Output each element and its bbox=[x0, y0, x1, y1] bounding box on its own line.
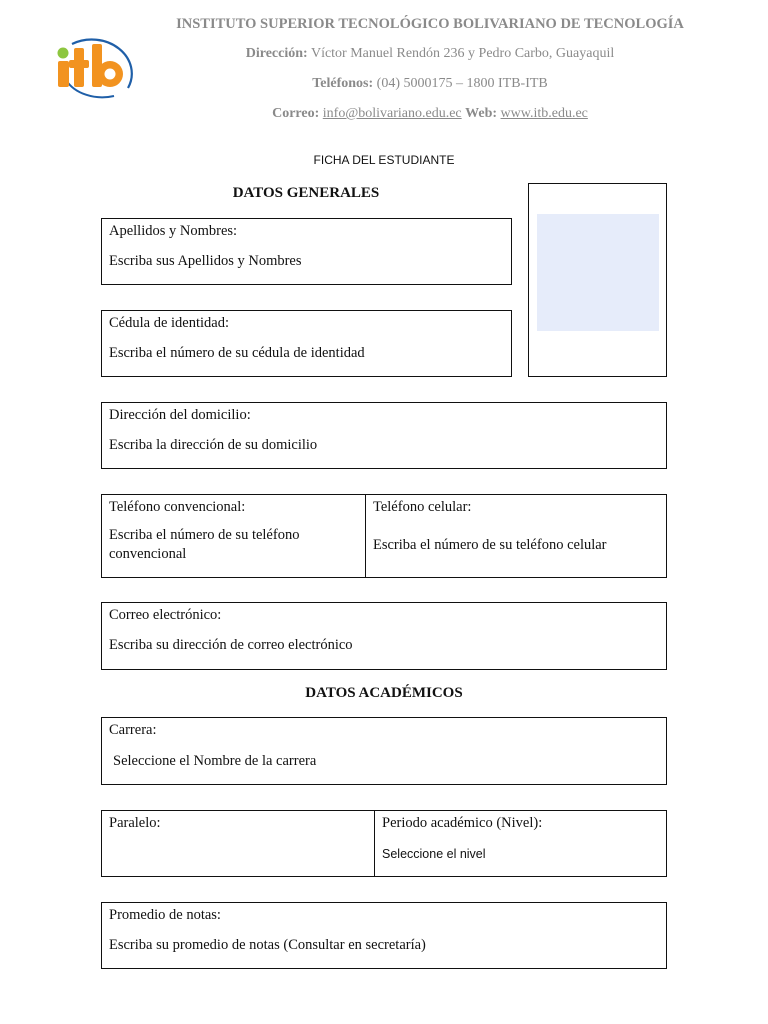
career-label: Carrera: bbox=[109, 722, 157, 738]
id-card-label: Cédula de identidad: bbox=[109, 315, 229, 331]
photo-box[interactable] bbox=[528, 183, 667, 377]
landline-input[interactable]: Escriba el número de su teléfono convencional bbox=[109, 527, 300, 562]
mobile-input[interactable]: Escriba el número de su teléfono celular bbox=[373, 537, 607, 553]
names-field[interactable] bbox=[101, 218, 512, 285]
period-select[interactable]: Seleccione el nivel bbox=[382, 847, 486, 861]
parallel-period-row bbox=[101, 810, 667, 877]
email-field-label: Correo electrónico: bbox=[109, 607, 222, 623]
web-label: Web: bbox=[465, 106, 498, 121]
names-input[interactable]: Escriba sus Apellidos y Nombres bbox=[109, 253, 302, 269]
mobile-label: Teléfono celular: bbox=[373, 499, 472, 515]
address-field-label: Dirección del domicilio: bbox=[109, 407, 251, 423]
email-label: Correo: bbox=[272, 106, 320, 121]
phones-line bbox=[140, 76, 720, 92]
address-text: Víctor Manuel Rendón 236 y Pedro Carbo, Guayaquil bbox=[310, 46, 615, 61]
phones-row bbox=[101, 494, 667, 578]
parallel-cell[interactable] bbox=[102, 811, 375, 876]
phones-label: Teléfonos: bbox=[312, 76, 374, 91]
career-select[interactable]: Seleccione el Nombre de la carrera bbox=[113, 753, 317, 769]
email-link[interactable]: info@bolivariano.edu.ec bbox=[322, 106, 462, 121]
email-input[interactable]: Escriba su dirección de correo electrónico bbox=[109, 637, 353, 653]
form-title: FICHA DEL ESTUDIANTE bbox=[313, 153, 455, 167]
address-label: Dirección: bbox=[245, 46, 308, 61]
grades-label: Promedio de notas: bbox=[109, 907, 221, 923]
address-input[interactable]: Escriba la dirección de su domicilio bbox=[109, 437, 318, 453]
photo-placeholder[interactable] bbox=[537, 214, 659, 331]
contact-line bbox=[140, 106, 720, 122]
id-card-field[interactable] bbox=[101, 310, 512, 377]
parallel-label: Paralelo: bbox=[109, 815, 161, 831]
itb-logo bbox=[52, 36, 136, 104]
address-line bbox=[140, 46, 720, 62]
address-field[interactable] bbox=[101, 402, 667, 469]
web-link[interactable]: www.itb.edu.ec bbox=[500, 106, 588, 121]
career-field[interactable] bbox=[101, 717, 667, 785]
period-cell[interactable] bbox=[375, 811, 666, 876]
email-field[interactable] bbox=[101, 602, 667, 670]
period-label: Periodo académico (Nivel): bbox=[382, 815, 543, 831]
phones-text: (04) 5000175 – 1800 ITB-ITB bbox=[376, 76, 548, 91]
mobile-cell[interactable] bbox=[366, 495, 666, 577]
general-section-title: DATOS GENERALES bbox=[232, 185, 380, 201]
grades-input[interactable]: Escriba su promedio de notas (Consultar en secretaría) bbox=[109, 937, 426, 953]
landline-cell[interactable] bbox=[102, 495, 366, 577]
landline-label: Teléfono convencional: bbox=[109, 499, 246, 515]
institution-name: INSTITUTO SUPERIOR TECNOLÓGICO BOLIVARIANO DE TECNOLOGÍA bbox=[176, 16, 684, 32]
names-label: Apellidos y Nombres: bbox=[109, 223, 238, 239]
grades-field[interactable] bbox=[101, 902, 667, 969]
id-card-input[interactable]: Escriba el número de su cédula de identidad bbox=[109, 345, 365, 361]
academic-section-title: DATOS ACADÉMICOS bbox=[305, 685, 463, 701]
